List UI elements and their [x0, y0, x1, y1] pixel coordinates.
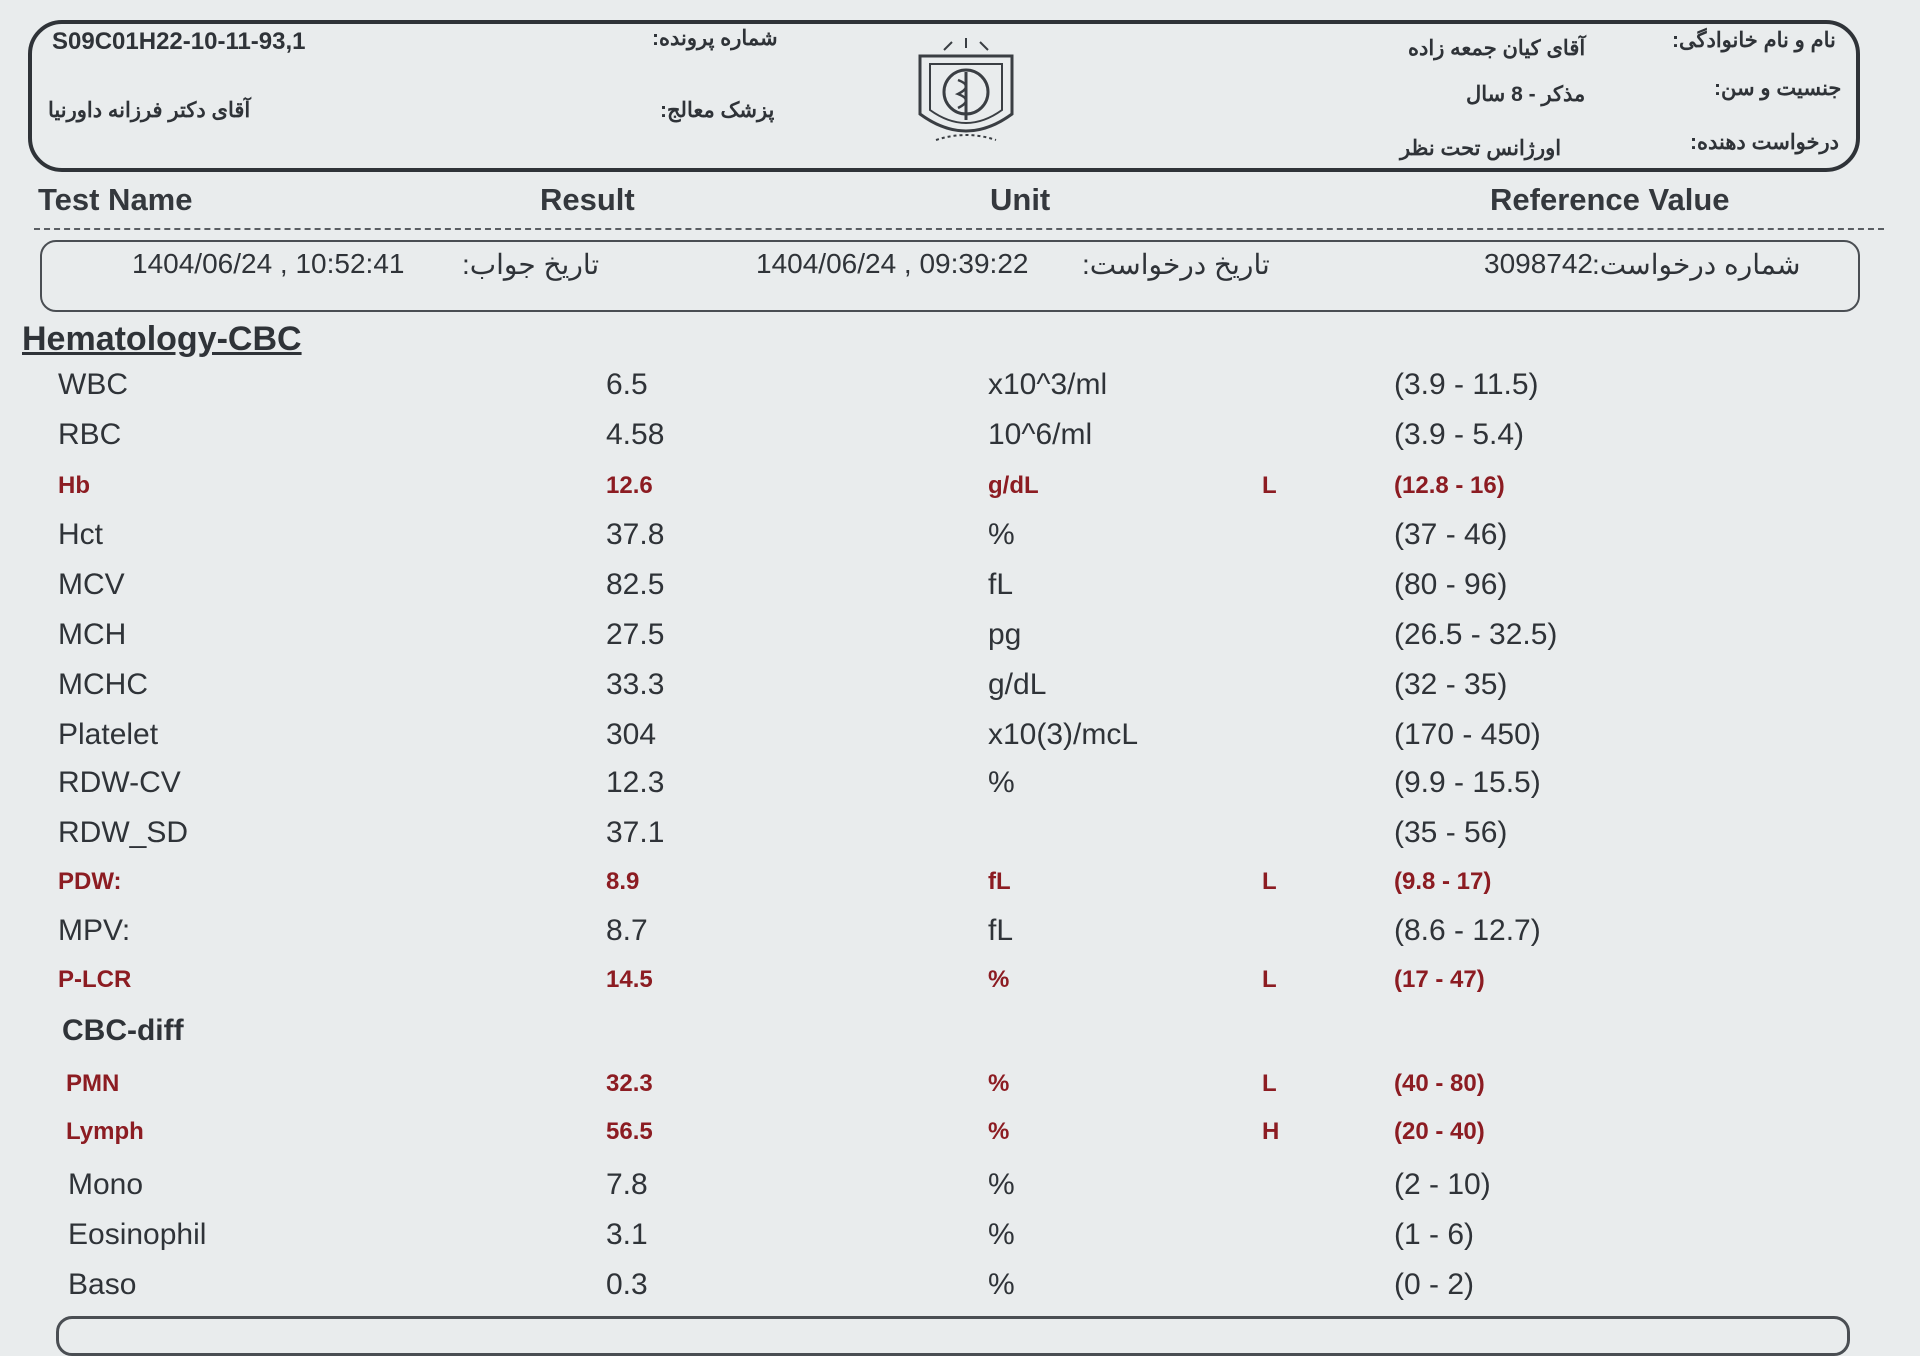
test-name: RDW_SD [58, 816, 189, 849]
test-name: PDW: [58, 868, 122, 895]
sex-age-value: مذکر - 8 سال [1466, 83, 1586, 106]
test-unit: pg [988, 618, 1022, 651]
test-result: 12.6 [606, 472, 653, 499]
test-reference: (35 - 56) [1394, 816, 1508, 849]
test-flag: L [1262, 472, 1277, 499]
test-name: RDW-CV [58, 766, 181, 799]
table-row [0, 418, 1920, 462]
table-row [0, 368, 1920, 412]
table-row [0, 1168, 1920, 1212]
file-number: S09C01H22-10-11-93,1 [52, 28, 306, 55]
header-divider [34, 228, 1884, 230]
test-result: 8.7 [606, 914, 648, 947]
section-title: Hematology-CBC [22, 320, 302, 358]
test-flag: H [1262, 1118, 1280, 1145]
test-unit: x10(3)/mcL [988, 718, 1139, 751]
table-row [0, 1218, 1920, 1262]
next-dates-box [56, 1316, 1850, 1356]
col-result: Result [540, 182, 635, 217]
test-reference: (9.8 - 17) [1394, 868, 1492, 895]
test-result: 27.5 [606, 618, 665, 651]
test-name: PMN [66, 1070, 120, 1097]
table-row [0, 518, 1920, 562]
test-unit: % [988, 1168, 1015, 1201]
test-unit: % [988, 966, 1010, 993]
requester-label: درخواست دهنده: [1690, 131, 1839, 154]
table-row [0, 1112, 1920, 1156]
test-result: 4.58 [606, 418, 665, 451]
test-unit: 10^6/ml [988, 418, 1093, 451]
table-row [0, 718, 1920, 762]
test-name: MPV: [58, 914, 131, 947]
sex-age-label: جنسیت و سن: [1714, 77, 1842, 100]
test-reference: (170 - 450) [1394, 718, 1541, 751]
table-row [0, 816, 1920, 860]
test-name: Hct [58, 518, 103, 551]
test-name: P-LCR [58, 966, 132, 993]
test-name: MCH [58, 618, 127, 651]
test-flag: L [1262, 868, 1277, 895]
table-row [0, 766, 1920, 810]
test-result: 304 [606, 718, 657, 751]
request-date-label: تاریخ درخواست: [1082, 249, 1270, 280]
col-test-name: Test Name [38, 182, 193, 217]
test-result: 8.9 [606, 868, 640, 895]
file-number-label: شماره پرونده: [652, 27, 778, 50]
test-unit: % [988, 1070, 1010, 1097]
doctor-value: آقای دکتر فرزانه داورنیا [48, 99, 251, 122]
test-reference: (3.9 - 11.5) [1394, 368, 1539, 401]
test-reference: (37 - 46) [1394, 518, 1508, 551]
col-unit: Unit [990, 182, 1051, 217]
university-logo [906, 36, 1026, 154]
test-reference: (3.9 - 5.4) [1394, 418, 1525, 451]
test-reference: (20 - 40) [1394, 1118, 1485, 1145]
table-row [0, 466, 1920, 510]
test-reference: (26.5 - 32.5) [1394, 618, 1558, 651]
test-unit: % [988, 766, 1015, 799]
test-reference: (2 - 10) [1394, 1168, 1491, 1201]
requester-value: اورژانس تحت نظر [1400, 137, 1562, 160]
test-result: 3.1 [606, 1218, 648, 1251]
test-unit: % [988, 1118, 1010, 1145]
test-result: 56.5 [606, 1118, 653, 1145]
test-name: MCV [58, 568, 125, 601]
test-name: WBC [58, 368, 128, 401]
test-result: 14.5 [606, 966, 653, 993]
test-name: Platelet [58, 718, 159, 751]
col-reference: Reference Value [1490, 182, 1730, 217]
test-unit: fL [988, 568, 1014, 601]
table-row [0, 862, 1920, 906]
request-number-label: شماره درخواست: [1592, 249, 1801, 280]
test-reference: (80 - 96) [1394, 568, 1508, 601]
test-reference: (12.8 - 16) [1394, 472, 1505, 499]
test-result: 0.3 [606, 1268, 648, 1301]
test-result: 12.3 [606, 766, 665, 799]
test-unit: g/dL [988, 472, 1039, 499]
test-name: RBC [58, 418, 122, 451]
test-name: Baso [68, 1268, 137, 1301]
test-result: 6.5 [606, 368, 648, 401]
test-reference: (9.9 - 15.5) [1394, 766, 1541, 799]
test-reference: (32 - 35) [1394, 668, 1508, 701]
test-reference: (0 - 2) [1394, 1268, 1475, 1301]
test-result: 37.1 [606, 816, 665, 849]
table-row [0, 960, 1920, 1004]
table-row [0, 1268, 1920, 1312]
test-reference: (8.6 - 12.7) [1394, 914, 1541, 947]
patient-name-value: آقای کیان جمعه زاده [1408, 37, 1586, 60]
test-result: 32.3 [606, 1070, 653, 1097]
request-number-value: 3098742 [1484, 248, 1594, 279]
test-reference: (1 - 6) [1394, 1218, 1475, 1251]
test-name: Hb [58, 472, 90, 499]
test-name: Eosinophil [68, 1218, 207, 1251]
test-unit: g/dL [988, 668, 1047, 701]
test-name: Mono [68, 1168, 144, 1201]
test-name: Lymph [66, 1118, 144, 1145]
test-unit: fL [988, 868, 1011, 895]
test-result: 37.8 [606, 518, 665, 551]
answer-date-value: 1404/06/24 , 10:52:41 [132, 248, 405, 279]
test-unit: fL [988, 914, 1014, 947]
test-result: 33.3 [606, 668, 665, 701]
test-result: 82.5 [606, 568, 665, 601]
test-unit: % [988, 1218, 1015, 1251]
test-reference: (17 - 47) [1394, 966, 1485, 993]
table-row [0, 568, 1920, 612]
answer-date-label: تاریخ جواب: [462, 249, 600, 280]
request-date-value: 1404/06/24 , 09:39:22 [756, 248, 1029, 279]
table-row [0, 668, 1920, 712]
test-unit: % [988, 518, 1015, 551]
patient-name-label: نام و نام خانوادگی: [1672, 29, 1836, 52]
test-unit: x10^3/ml [988, 368, 1108, 401]
test-flag: L [1262, 966, 1277, 993]
table-row [0, 1064, 1920, 1108]
subsection-title: CBC-diff [62, 1014, 184, 1047]
table-row [0, 618, 1920, 662]
test-result: 7.8 [606, 1168, 648, 1201]
test-reference: (40 - 80) [1394, 1070, 1485, 1097]
test-name: MCHC [58, 668, 148, 701]
table-row [0, 914, 1920, 958]
test-unit: % [988, 1268, 1015, 1301]
test-flag: L [1262, 1070, 1277, 1097]
doctor-label: پزشک معالج: [660, 99, 775, 122]
